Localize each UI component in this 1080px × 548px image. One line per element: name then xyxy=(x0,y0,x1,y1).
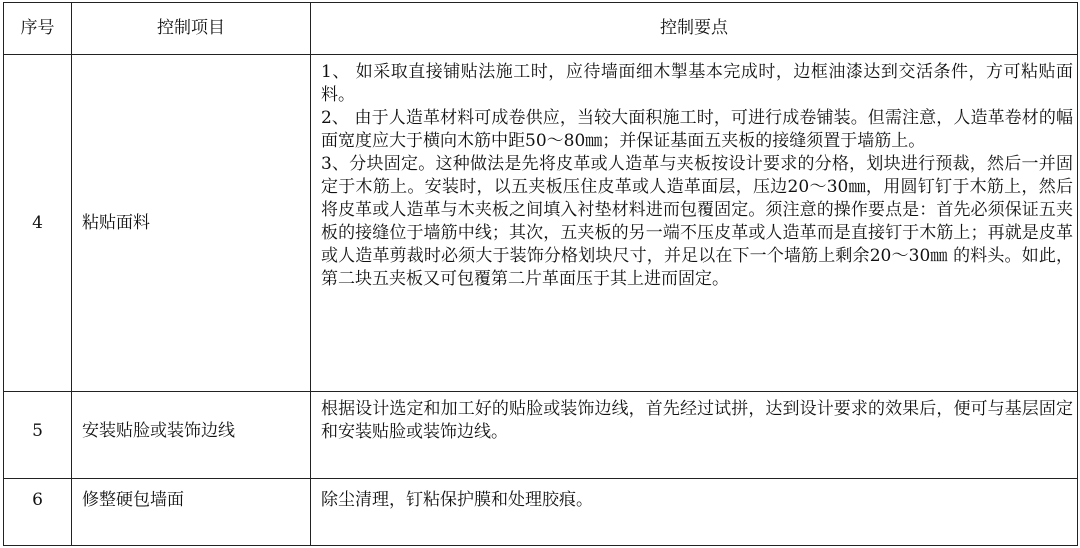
row-points xyxy=(311,479,1078,546)
point-text: 除尘清理，钉粘保护膜和处理胶痕。 xyxy=(321,490,593,510)
header-item: 控制项目 xyxy=(72,3,311,55)
row-item: 安装贴脸或装饰边线 xyxy=(72,392,311,479)
row-number: 6 xyxy=(4,479,72,546)
row-number: 5 xyxy=(4,392,72,479)
point-text: 2、 由于人造革材料可成卷供应，当较大面积施工时，可进行成卷铺装。但需注意，人造革卷材的幅面宽度应大于横向木筋中距50～80㎜；并保证基面五夹板的接缝须置于墙筋上。 xyxy=(321,108,1073,151)
point-text: 1、 如采取直接铺贴法施工时，应待墙面细木掣基本完成时，边框油漆达到交活条件，方可粘贴面料。 xyxy=(321,62,1073,105)
row-points xyxy=(311,392,1078,479)
point-text: 根据设计选定和加工好的贴脸或装饰边线，首先经过试拼，达到设计要求的效果后，便可与基层固定和安装贴脸或装饰边线。 xyxy=(321,399,1073,442)
row-item: 粘贴面料 xyxy=(72,55,311,392)
point-text: 3、分块固定。这种做法是先将皮革或人造革与夹板按设计要求的分格，划块进行预裁，然后一并固定于木筋上。安装时，以五夹板压住皮革或人造革面层，压边20～30㎜，用圆钉钉于木筋上，然后将皮革或人造革与木夹板之间填入衬垫材料进而包覆固定。须注意的操作要点是：首先必须保证五夹板的接缝位于墙筋中线；其次，五夹板的另一端不压皮革或人造革而是直接钉于木筋上；再就是皮革或人造革剪裁时必须大于装饰分格划块尺寸，并足以在下一个墙筋上剩余20～30㎜ 的料头。如此，第二块五夹板又可包覆第二片革面压于其上进而固定。 xyxy=(321,154,1073,289)
row-points xyxy=(311,55,1078,392)
row-item: 修整硬包墙面 xyxy=(72,479,311,546)
row-number: 4 xyxy=(4,55,72,392)
control-points-table xyxy=(3,2,1078,546)
table-row xyxy=(4,479,1078,546)
header-seq: 序号 xyxy=(4,3,72,55)
header-points: 控制要点 xyxy=(311,3,1078,55)
table-row xyxy=(4,55,1078,392)
table-header-row xyxy=(4,3,1078,55)
table-row xyxy=(4,392,1078,479)
